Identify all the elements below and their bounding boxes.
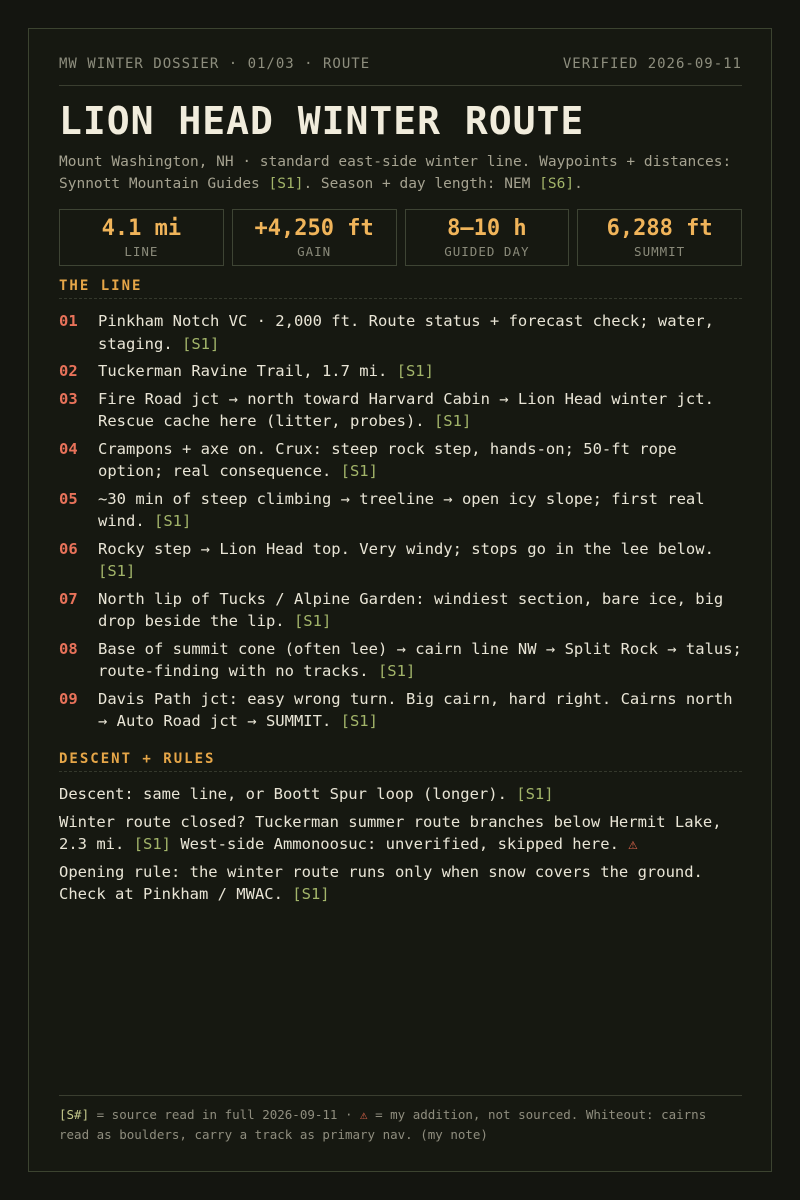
- citation: [S1]: [433, 412, 472, 430]
- step-text: [98, 360, 742, 383]
- warning-triangle-icon: ⚠: [628, 835, 638, 853]
- footer-text-2: = my addition, not sourced. Whiteout: cairns read as boulders, carry a track as primary nav. (my note): [59, 1107, 707, 1142]
- citation: [S1]: [340, 712, 378, 730]
- step-description: Fire Road jct → north toward Harvard Cabin → Lion Head winter jct. Rescue cache here (litter, probes).: [98, 389, 714, 430]
- step-text: [98, 588, 742, 633]
- step-text: [98, 310, 742, 355]
- section-heading-the-line: THE LINE: [59, 278, 742, 299]
- step-description: North lip of Tucks / Alpine Garden: windiest section, bare ice, big drop beside the lip.: [98, 589, 724, 630]
- citation: [S1]: [133, 835, 171, 853]
- step-number: 04: [59, 439, 78, 458]
- citation: [S1]: [340, 462, 378, 480]
- citation: [S1]: [182, 334, 220, 353]
- step-description: Crampons + axe on. Crux: steep rock step, hands-on; 50-ft rope option; real consequence.: [98, 439, 677, 480]
- step-description: Rocky step → Lion Head top. Very windy; stops go in the lee below.: [98, 539, 714, 558]
- page-title: LION HEAD WINTER ROUTE: [59, 99, 585, 143]
- step-description: Base of summit cone (often lee) → cairn line NW → Split Rock → talus; route-finding with no tracks.: [98, 639, 742, 680]
- citation: [S1]: [268, 176, 304, 192]
- route-step: [59, 360, 742, 383]
- stat-label: GUIDED DAY: [444, 244, 530, 259]
- header-divider: [59, 85, 742, 86]
- verified-date: VERIFIED 2026-09-11: [562, 56, 742, 72]
- step-text: [98, 538, 742, 583]
- step-number: 09: [59, 689, 78, 708]
- stat-guided-day: [405, 209, 570, 266]
- stat-line: [59, 209, 224, 266]
- header-bar: [59, 56, 742, 72]
- step-description: ~30 min of steep climbing → treeline → open icy slope; first real wind.: [98, 489, 705, 530]
- step-number: 05: [59, 489, 78, 508]
- step-number: 07: [59, 589, 78, 608]
- closure-text-2: West-side Ammonoosuc: unverified, skipped here.: [170, 835, 629, 853]
- step-number: 06: [59, 539, 78, 558]
- step-number: 03: [59, 389, 78, 408]
- stat-summit: [577, 209, 742, 266]
- stats-row: [59, 209, 742, 266]
- step-text: [98, 488, 742, 533]
- route-steps: [59, 310, 742, 738]
- step-number: 01: [59, 312, 78, 330]
- stat-label: GAIN: [297, 244, 332, 259]
- section-heading-descent: DESCENT + RULES: [59, 751, 742, 772]
- subtitle-text-3: .: [574, 176, 583, 192]
- citation: [S1]: [154, 512, 192, 530]
- footer-note: [59, 1105, 742, 1145]
- route-step: [59, 438, 742, 483]
- stat-value: +4,250 ft: [254, 216, 374, 241]
- opening-rule: [59, 861, 742, 906]
- citation: [S1]: [293, 612, 332, 630]
- warning-triangle-icon: ⚠: [360, 1107, 368, 1122]
- step-text: [98, 688, 742, 733]
- footer-text-1: = source read in full 2026-09-11 ·: [89, 1107, 361, 1122]
- route-step: [59, 488, 742, 533]
- step-description: Davis Path jct: easy wrong turn. Big cairn, hard right. Cairns north → Auto Road jct → SUMMIT.: [98, 689, 733, 730]
- subtitle-text-2: . Season + day length: NEM: [303, 176, 540, 192]
- citation: [S6]: [539, 176, 575, 192]
- step-description: Tuckerman Ravine Trail, 1.7 mi.: [98, 362, 397, 380]
- opening-rule-text: Opening rule: the winter route runs only when snow covers the ground. Check at Pinkham / MWAC.: [59, 862, 703, 903]
- stat-gain: [232, 209, 397, 266]
- step-number: 02: [59, 362, 78, 380]
- footer-divider: [59, 1095, 742, 1096]
- step-number: 08: [59, 639, 78, 658]
- closure-note: [59, 811, 742, 856]
- subtitle: [59, 151, 742, 195]
- stat-value: 6,288 ft: [606, 216, 713, 241]
- subtitle-text-1: Mount Washington, NH · standard east-side winter line. Waypoints + distances: Synnott Mountain Guides: [59, 154, 732, 192]
- descent-note: [59, 783, 742, 806]
- route-step: [59, 688, 742, 733]
- stat-label: SUMMIT: [634, 244, 686, 259]
- descent-rules: [59, 783, 742, 911]
- route-step: [59, 310, 742, 355]
- closure-text: Winter route closed? Tuckerman summer route branches below Hermit Lake, 2.3 mi.: [59, 812, 722, 853]
- stat-label: LINE: [124, 244, 159, 259]
- citation-legend: [S#]: [59, 1107, 90, 1122]
- route-step: [59, 588, 742, 633]
- descent-text: Descent: same line, or Boott Spur loop (longer).: [59, 785, 517, 803]
- stat-value: 8–10 h: [447, 216, 527, 241]
- route-step: [59, 638, 742, 683]
- step-text: [98, 638, 742, 683]
- citation: [S1]: [377, 662, 416, 680]
- stat-value: 4.1 mi: [101, 216, 182, 241]
- citation: [S1]: [292, 885, 330, 903]
- route-step: [59, 538, 742, 583]
- route-step: [59, 388, 742, 433]
- citation: [S1]: [516, 785, 554, 803]
- step-text: [98, 438, 742, 483]
- citation: [S1]: [98, 562, 136, 580]
- citation: [S1]: [396, 362, 434, 380]
- step-text: [98, 388, 742, 433]
- dossier-label: MW WINTER DOSSIER · 01/03 · ROUTE: [59, 56, 371, 72]
- dossier-card: [28, 28, 772, 1172]
- step-description: Pinkham Notch VC · 2,000 ft. Route status + forecast check; water, staging.: [98, 312, 714, 353]
